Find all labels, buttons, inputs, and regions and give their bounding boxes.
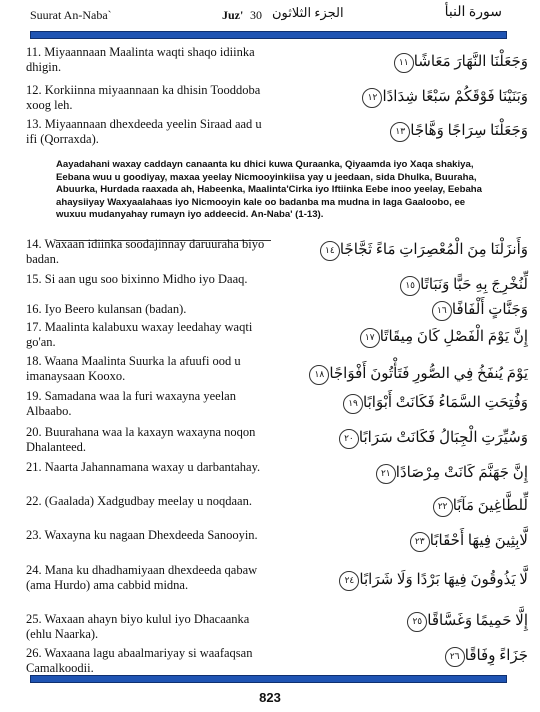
verse-marker-icon: ١١ <box>394 53 414 73</box>
verse-arabic: وَأَنزَلْنَا مِنَ الْمُعْصِرَاتِ مَاءً ثَجَّاجًا١٤ <box>316 240 528 261</box>
verse-marker-icon: ٢١ <box>376 464 396 484</box>
verse-marker-icon: ١٦ <box>432 301 452 321</box>
verse-marker-icon: ١٧ <box>360 328 380 348</box>
verse-marker-icon: ٢٤ <box>339 571 359 591</box>
verse-arabic: لَّا يَذُوقُونَ فِيهَا بَرْدًا وَلَا شَرَابًا٢٤ <box>335 570 528 591</box>
verse-arabic: جَزَاءً وِفَاقًا٢٦ <box>441 646 528 667</box>
verse-marker-icon: ٢٦ <box>445 647 465 667</box>
footer-bar <box>30 675 507 683</box>
verse-text: 25. Waxaan ahayn biyo kulul iyo Dhacaanka (ehlu Naarka). <box>26 612 250 641</box>
page-number: 823 <box>259 690 281 705</box>
verse-text: 26. Waxaana lagu abaalmariyay si waafaqsan Camalkoodii. <box>26 646 253 675</box>
verse-text: 19. Samadana waa la furi waxayna yeelan Albaabo. <box>26 389 236 418</box>
verse-marker-icon: ٢٢ <box>433 497 453 517</box>
verse-text: 12. Korkiinna miyaannaan ka dhisin Tooddoba xoog leh. <box>26 83 261 112</box>
verse-marker-icon: ٢٥ <box>407 612 427 632</box>
verse-arabic: وَفُتِحَتِ السَّمَاءُ فَكَانَتْ أَبْوَابًا١٩ <box>339 393 528 414</box>
verse-arabic: إِنَّ جَهَنَّمَ كَانَتْ مِرْصَادًا٢١ <box>372 463 528 484</box>
verse-arabic: وَبَنَيْنَا فَوْقَكُمْ سَبْعًا شِدَادًا١٢ <box>358 87 528 108</box>
verse-arabic: وَجَعَلْنَا سِرَاجًا وَهَّاجًا١٣ <box>386 121 528 142</box>
verse-arabic: وَسُيِّرَتِ الْجِبَالُ فَكَانَتْ سَرَابًا٢٠ <box>335 428 528 449</box>
verse-marker-icon: ٢٣ <box>410 532 430 552</box>
verse-text: 24. Mana ku dhadhamiyaan dhexdeeda qabaw (ama Hurdo) ama cabbid midna. <box>26 563 258 592</box>
verse-text: 16. Iyo Beero kulansan (badan). <box>26 302 187 316</box>
verse-arabic: وَجَنَّاتٍ أَلْفَافًا١٦ <box>428 300 528 321</box>
verse-arabic: لَّابِثِينَ فِيهَا أَحْقَابًا٢٣ <box>406 531 528 552</box>
juz-label: Juz' <box>222 8 244 22</box>
verse-marker-icon: ٢٠ <box>339 429 359 449</box>
verse-text: 21. Naarta Jahannamana waxay u darbantahay. <box>26 460 261 474</box>
verse-text: 17. Maalinta kalabuxu waxay leedahay waqti go'an. <box>26 320 253 349</box>
surah-name-arabic: سورة النبأ <box>444 5 502 20</box>
verse-arabic: إِنَّ يَوْمَ الْفَصْلِ كَانَ مِيقَاتًا١٧ <box>356 327 528 348</box>
verse-marker-icon: ١٥ <box>400 276 420 296</box>
verse-arabic: لِّلطَّاغِينَ مَآبًا٢٢ <box>429 496 528 517</box>
verse-text: 18. Waana Maalinta Suurka la afuufi ood u imanaysaan Kooxo. <box>26 354 241 383</box>
verse-marker-icon: ١٩ <box>343 394 363 414</box>
verse-arabic: لِّنُخْرِجَ بِهِ حَبًّا وَنَبَاتًا١٥ <box>396 275 528 296</box>
header-bar <box>30 31 507 39</box>
verse-text: 20. Buurahana waa la kaxayn waxayna noqon Dhalanteed. <box>26 425 256 454</box>
verse-text: 14. Waxaan idiinka soodajinnay daruuraha biyo badan. <box>26 237 265 266</box>
verse-text: 11. Miyaannaan Maalinta waqti shaqo idiinka dhigin. <box>26 45 255 74</box>
verse-text: 15. Si aan ugu soo bixinno Midho iyo Daaq. <box>26 272 248 286</box>
surah-name-latin: Suurat An-Naba` <box>30 8 112 22</box>
surah-summary: Aayadahani waxay caddayn canaanta ku dhici kuwa Quraanka, Qiyaamda iyo Xaqa shakiya, Eebana wuu u goodiyay, maxaa yeelay Nicmooyinkiisa yay u jeedaan, sida Dhulka, Buuraha, Abuurka, Hurdada raaxada ah, Habeenka, Maalinta'Cirka iyo Iftiinka Eebe inoo yeelay, Eebaha ahaysiiyay Waxyaalahaas iyo Nicmooyin kale oo badanba ma mudna in laga Gaaloobo, ee wuxuu mudanyahay rumayn iyo addeecid. An-Naba' (1-13). <box>56 159 482 220</box>
juz-name-arabic: الجزء الثلاثون <box>272 5 344 20</box>
verse-marker-icon: ١٨ <box>309 365 329 385</box>
verse-arabic: يَوْمَ يُنفَخُ فِي الصُّورِ فَتَأْتُونَ أَفْوَاجًا١٨ <box>305 364 528 385</box>
verse-marker-icon: ١٣ <box>390 122 410 142</box>
verse-marker-icon: ١٢ <box>362 88 382 108</box>
verse-arabic: وَجَعَلْنَا النَّهَارَ مَعَاشًا١١ <box>390 52 528 73</box>
verse-marker-icon: ١٤ <box>320 241 340 261</box>
verse-text: 13. Miyaannaan dhexdeeda yeelin Siraad aad u ifi (Qorraxda). <box>26 117 262 146</box>
verse-text: 23. Waxayna ku nagaan Dhexdeeda Sanooyin. <box>26 528 258 542</box>
verse-text: 22. (Gaalada) Xadgudbay meelay u noqdaan. <box>26 494 252 508</box>
juz-number: 30 <box>250 8 262 22</box>
verse-arabic: إِلَّا حَمِيمًا وَغَسَّاقًا٢٥ <box>403 611 528 632</box>
